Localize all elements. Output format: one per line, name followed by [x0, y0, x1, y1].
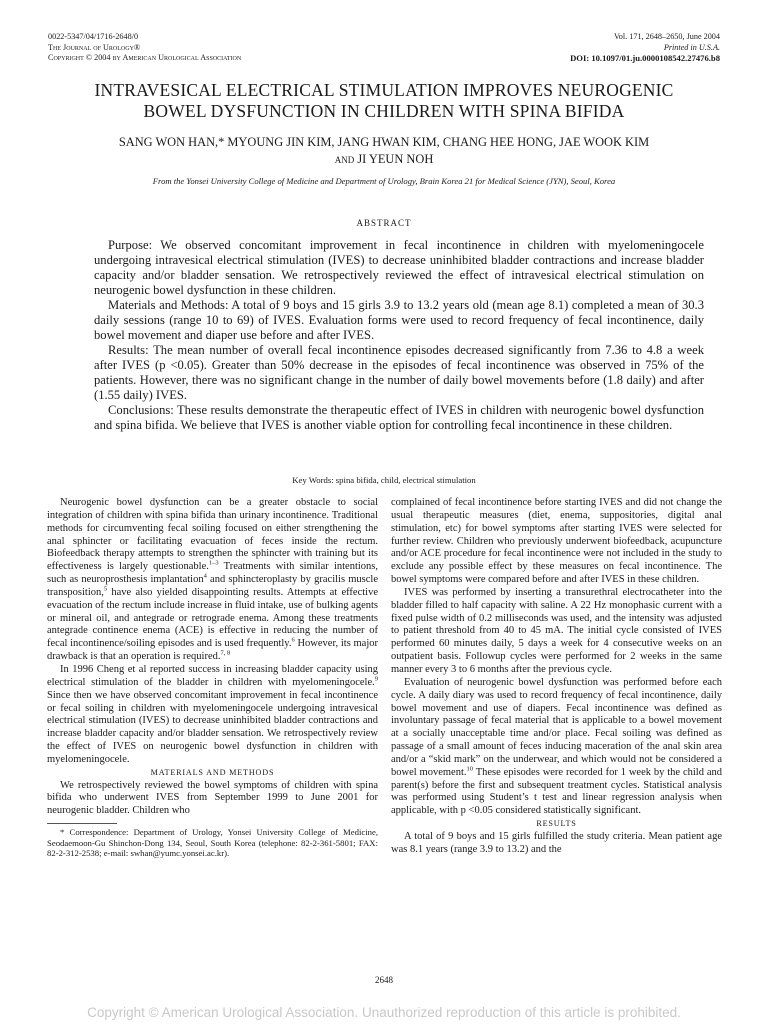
journal-header-left: [48, 32, 241, 64]
citation-link[interactable]: 10: [466, 765, 473, 773]
keywords: Key Words: spina bifida, child, electrical stimulation: [292, 475, 476, 485]
body-paragraph: In 1996 Cheng et al reported success in increasing bladder capacity using electrical stimulation of the bladder in children with myelomeningocele.$^9$ Since then we have observed concomitant improvement in fecal incontinence or fecal soiling in children with myelomeningocele undergoing intravesical electrical stimulation (IVES) to decrease uninhibited bladder contractions and increase bladder capacity and/or bladder sensation. We retrospectively review the effect of IVES on neurogenic bowel dysfunction in children with myelomeningocele.: [47, 663, 378, 765]
body-paragraph: A total of 9 boys and 15 girls fulfilled the study criteria. Mean patient age was 8.1 years (range 3.9 to 13.2) and the: [391, 830, 722, 855]
abstract-purpose: Purpose: We observed concomitant improvement in fecal incontinence in children with myelomeningocele undergoing intravesical electrical stimulation (IVES) to decrease uninhibited bladder contractions and increase bladder capacity and/or bladder sensation. We retrospectively reviewed the effect of intravesical electrical stimulation on neurogenic bowel dysfunction in these children.: [94, 238, 704, 297]
correspondence-footnote: * Correspondence: Department of Urology, Yonsei University College of Medicine, Seodaemoon-Gu Shinchon-Dong 134, Seoul, South Korea (telephone: 82-2-361-5801; FAX: 82-2-312-2538; e-mail: swhan@yumc.yonsei.ac.kr).: [47, 827, 378, 859]
issn-line: 0022-5347/04/1716-2648/0: [48, 32, 139, 41]
title-line: INTRAVESICAL ELECTRICAL STIMULATION IMPROVES NEUROGENIC: [94, 80, 674, 100]
body-paragraph: complained of fecal incontinence before starting IVES and did not change the usual therapeutic measures (diet, enema, suppositories, digital anal stimulation, etc) for bowel symptoms after starting IVES were selected for further review. Children who previously underwent biofeedback, acupuncture and/or ACE procedure for fecal incontinence were not included in the study to exclude any possible effect by these measures on fecal incontinence. The bowel symptoms were compared before and after IVES in these children.: [391, 497, 722, 586]
title-line: BOWEL DYSFUNCTION IN CHILDREN WITH SPINA BIFIDA: [143, 101, 625, 121]
body-paragraph: We retrospectively reviewed the bowel symptoms of children with spina bifida who underwent IVES from September 1999 to June 2001 for neurogenic bladder. Children who: [47, 779, 378, 817]
volume-line: Vol. 171, 2648–2650, June 2004: [613, 32, 720, 41]
copyright-line: Copyright © 2004 by American Urological Association: [48, 53, 242, 62]
citation-link[interactable]: 5: [103, 585, 108, 593]
author-list: [48, 134, 720, 168]
body-column-left: [47, 497, 378, 859]
journal-name: The Journal of Urology®: [48, 42, 141, 52]
citation-link[interactable]: 7, 8: [220, 649, 231, 657]
copyright-watermark: Copyright © American Urological Association. Unauthorized reproduction of this article is prohibited.: [87, 1005, 681, 1020]
body-column-right: [391, 497, 722, 857]
body-paragraph: Neurogenic bowel dysfunction can be a greater obstacle to social integration of children with spina bifida than urinary incontinence. Traditional methods for circumventing fecal soiling focused on either strengthening the anal sphincter or facilitating evacuation of feces inside the rectum. Biofeedback therapy attempts to strengthen the sphincter with training but its effectiveness is largely questionable.$^{1-3}$ Treatments with similar intentions, such as neuroprosthesis implantation$^4$ and sphincteroplasty by gracilis muscle transposition,$^5$ have also yielded disappointing results. Attempts at effective evacuation of the rectum include increase in fluid intake, use of bulking agents or mineral oil, and antegrade or retrograde enema. Among these treatments antegrade continence enema (ACE) is effective in reducing the number of fecal incontinence/soiling episodes and is used frequently.$^6$ However, its major drawback is that an operation is required.$^{7, 8}$: [47, 497, 378, 663]
article-title: [48, 80, 720, 122]
page-number: 2648: [375, 975, 393, 985]
body-paragraph: Evaluation of neurogenic bowel dysfunction was performed before each cycle. A daily diary was used to record frequency of fecal incontinence, daily bowel movement and use of diapers. Fecal incontinence was defined as involuntary passage of fecal material that is applicable to a bowel movement at a socially unacceptable time and/or place. Fecal soiling was defined as passage of a small amount of feces inducing maceration of the anal skin area and/or a “skid mark” on the underwear, and which would not be considered a bowel movement.$^{10}$ These episodes were recorded for 1 week by the child and parent(s) before the first and subsequent treatment cycles. Statistical analysis was performed using Student’s t test and linear regression analysis when applicable, with p <0.05 considered statistically significant.: [391, 676, 723, 817]
abstract: [94, 238, 704, 433]
citation-link[interactable]: 1–3: [208, 559, 219, 567]
citation-link[interactable]: 6: [291, 636, 295, 644]
abstract-conclusions: Conclusions: These results demonstrate the therapeutic effect of IVES in children with neurogenic bowel dysfunction and spina bifida. We believe that IVES is another viable option for controlling fecal incontinence in these children.: [94, 403, 704, 432]
authors-line: [48, 151, 720, 168]
doi-link[interactable]: DOI: 10.1097/01.ju.0000108542.27476.b8: [570, 53, 720, 63]
authors-line: SANG WON HAN,* MYOUNG JIN KIM, JANG HWAN KIM, CHANG HEE HONG, JAE WOOK KIM: [118, 135, 650, 149]
journal-header-right: [570, 32, 720, 64]
printed-line: Printed in U.S.A.: [663, 42, 720, 52]
last-author: JI YEUN NOH: [357, 152, 434, 166]
citation-link[interactable]: 9: [374, 675, 378, 683]
footnote-divider: [47, 823, 117, 824]
and-word: and: [334, 152, 355, 166]
body-paragraph: IVES was performed by inserting a transurethral electrocatheter into the bladder filled to half capacity with saline. A 22 Hz monophasic current with a fixed pulse width of 0.2 milliseconds was used, and the intensity was adjusted to patient threshold from 40 to 45 mA. The initial cycle consisted of IVES performed 60 minutes daily, 5 days a week for 4 consecutive weeks on an outpatient basis. Followup cycles were performed for 2 weeks in the same manner every 3 to 6 months after the previous cycle.: [391, 586, 722, 675]
section-heading-results: RESULTS: [536, 819, 577, 829]
abstract-heading: ABSTRACT: [356, 218, 412, 228]
abstract-methods: Materials and Methods: A total of 9 boys and 15 girls 3.9 to 13.2 years old (mean age 8.1) completed a mean of 30.3 daily sessions (range 10 to 69) of IVES. Evaluation forms were used to record frequency of fecal incontinence, daily bowel movement and diaper use before and after IVES.: [94, 298, 704, 342]
citation-link[interactable]: 4: [203, 572, 207, 580]
affiliation: From the Yonsei University College of Medicine and Department of Urology, Brain Korea 21 for Medical Science (JYN), Seoul, Korea: [152, 176, 616, 186]
abstract-results: Results: The mean number of overall fecal incontinence episodes decreased significantly from 7.36 to 4.8 a week after IVES (p <0.05). Greater than 50% decrease in the episodes of fecal incontinence was observed in 75% of the patients. However, there was no significant change in the number of daily bowel movements before (1.8 daily) and after (1.55 daily) IVES.: [94, 343, 704, 402]
section-heading-methods: MATERIALS AND METHODS: [150, 767, 275, 777]
